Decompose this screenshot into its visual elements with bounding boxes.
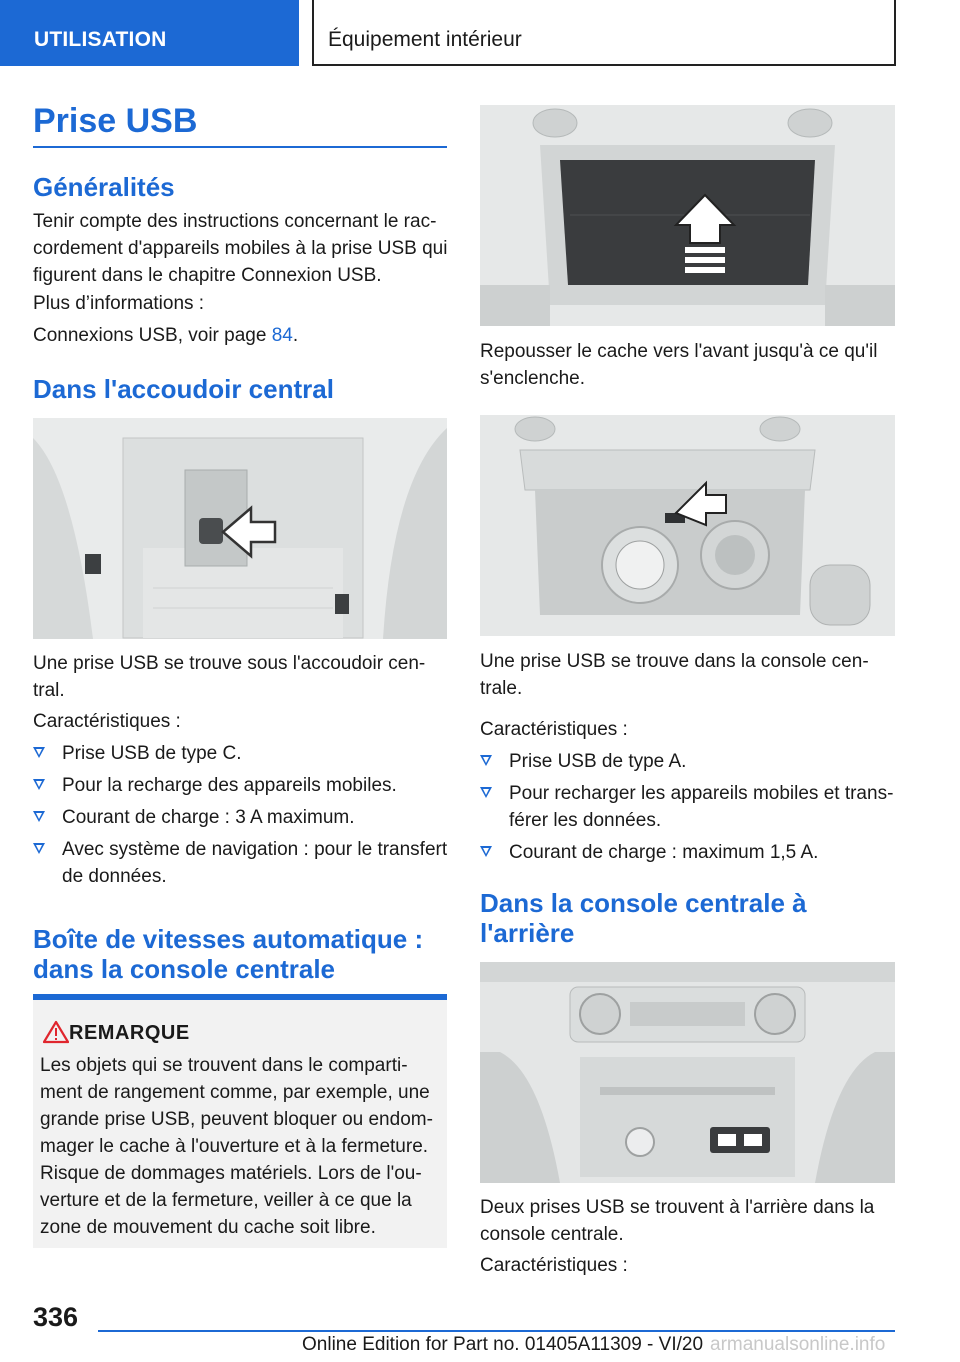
triangle-bullet-icon [33, 747, 45, 758]
triangle-bullet-icon [480, 846, 492, 857]
triangle-bullet-icon [480, 787, 492, 798]
list-item [480, 748, 896, 775]
note-box [33, 994, 447, 1248]
feature-text: Pour recharger les appareils mobiles et trans-férer les données. [509, 783, 894, 831]
cover-caption: Repousser le cache vers l'avant jusqu'à ce qu'il s'enclenche. [480, 341, 878, 389]
gearbox-heading: Boîte de vitesses automatique : dans la console centrale [33, 924, 424, 984]
feature-text: Pour la recharge des appareils mobiles. [62, 775, 397, 796]
triangle-bullet-icon [33, 843, 45, 854]
rear-console-heading: Dans la console centrale à l'arrière [480, 888, 807, 948]
armrest-feature-list [33, 740, 449, 895]
list-item [33, 836, 449, 890]
page-title: Prise USB [33, 102, 198, 140]
feature-text: Prise USB de type A. [509, 751, 687, 772]
more-info-label: Plus d’informations : [33, 293, 205, 314]
rear-features-label: Caractéristiques : [480, 1255, 628, 1276]
list-item [33, 740, 449, 767]
triangle-bullet-icon [480, 755, 492, 766]
armrest-heading: Dans l'accoudoir central [33, 374, 334, 404]
console-usb-photo [480, 415, 895, 636]
list-item [480, 839, 896, 866]
footer-edition: Online Edition for Part no. 01405A11309 - VI/20 [302, 1334, 704, 1355]
page-link[interactable]: 84 [271, 325, 293, 346]
ref-suffix: . [292, 325, 299, 346]
list-item [480, 780, 896, 834]
list-item [33, 804, 449, 831]
chapter-tab: Équipement intérieur [312, 0, 896, 66]
warning-icon [43, 1020, 69, 1044]
footer-rule [98, 1330, 895, 1332]
ref-prefix: Connexions USB, voir page [33, 325, 272, 346]
usb-connections-ref [33, 322, 447, 349]
console-feature-list [480, 748, 896, 871]
armrest-caption: Une prise USB se trouve sous l'accoudoir cen-tral. [33, 653, 426, 701]
page-number: 336 [33, 1302, 79, 1332]
triangle-bullet-icon [33, 811, 45, 822]
feature-text: Prise USB de type C. [62, 743, 242, 764]
watermark: armanualsonline.info [710, 1334, 886, 1355]
section-tab: UTILISATION [0, 0, 299, 66]
feature-text: Courant de charge : 3 A maximum. [62, 807, 355, 828]
armrest-features-label: Caractéristiques : [33, 711, 181, 732]
generalites-heading: Généralités [33, 172, 175, 202]
generalites-text: Tenir compte des instructions concernant le rac-cordement d'appareils mobiles à la prise USB qui figurent dans le chapitre Connexion USB. [33, 211, 448, 286]
rear-caption: Deux prises USB se trouvent à l'arrière dans la console centrale. [480, 1197, 875, 1245]
feature-text: Courant de charge : maximum 1,5 A. [509, 842, 819, 863]
armrest-usb-photo [33, 418, 447, 639]
triangle-bullet-icon [33, 779, 45, 790]
console-caption: Une prise USB se trouve dans la console cen-trale. [480, 651, 869, 699]
note-text: Les objets qui se trouvent dans le comparti-ment de rangement comme, par exemple, une grande prise USB, peuvent bloquer ou endom-mager le cache à l'ouverture et à la fermeture. Risque de dommages matériels. Lors de l'ou-verture et de la fermeture, veiller à ce que la zone de mouvement du cache soit libre. [40, 1055, 433, 1238]
note-title: REMARQUE [69, 1022, 190, 1044]
title-rule [33, 146, 447, 148]
console-features-label: Caractéristiques : [480, 719, 628, 740]
feature-text: Avec système de navigation : pour le transfert de données. [62, 839, 448, 887]
cover-slide-photo [480, 105, 895, 326]
list-item [33, 772, 449, 799]
rear-usb-photo [480, 962, 895, 1183]
